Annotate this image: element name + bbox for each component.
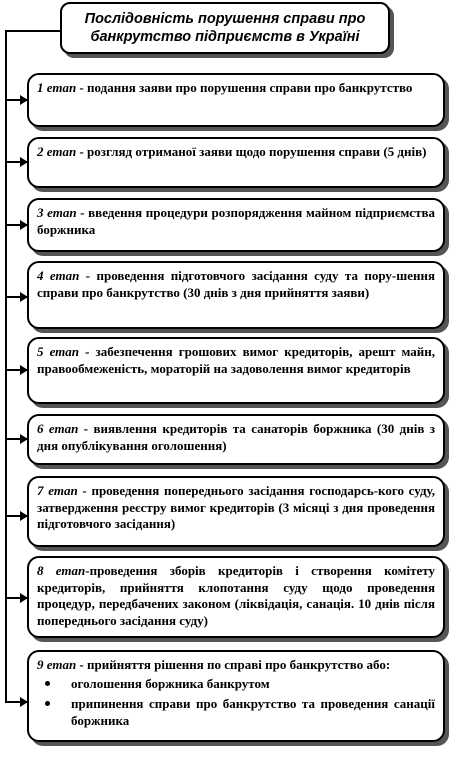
list-item [71,696,435,729]
list-item [71,676,435,693]
stage-label: 9 етап - [37,657,84,672]
connector-line-top [5,30,63,32]
stage-text: виявлення кредиторів та санаторів боржника (30 днів з дня опублікування оголошення) [37,421,435,453]
stage-text: - проведення попереднього засідання господарсь-кого суду, затвердження реєстру вимог кредиторів (3 місяці з дня проведення підготовчого засідання) [37,483,435,531]
bullet-icon [45,681,50,686]
stage-box-7 [27,476,445,547]
bullet-icon [45,701,50,706]
arrow-icon [5,515,27,517]
arrow-icon [5,597,27,599]
outcome-list [37,676,435,730]
stage-label: 6 етап - [37,421,89,436]
diagram-title-text: Послідовність порушення справи про банкрутство підприємств в Україні [84,11,366,45]
stage-text: прийняття рішення по справі про банкрутство або: [83,657,391,672]
stage-text: забезпечення грошових вимог кредиторів, арешт майн, правообмеженість, мораторій на задоволення вимог кредиторів [37,344,435,376]
stage-box-4 [27,261,445,329]
stage-box-8 [27,556,445,638]
stage-box-3 [27,198,445,252]
arrow-icon [5,701,27,703]
arrow-icon [5,438,27,440]
diagram-title [60,2,390,54]
stage-text: проведення підготовчого засідання суду та пору-шення справи про банкрутство (30 днів з дня прийняття заяви) [37,268,435,300]
arrow-icon [5,161,27,163]
stage-label: 3 етап - [37,205,85,220]
arrow-icon [5,99,27,101]
arrow-icon [5,296,27,298]
list-item-text: припинення справи про банкрутство та проведення санації боржника [71,696,435,728]
stage-text: -проведення зборів кредиторів і створення комітету кредиторів, прийняття клопотання суду щодо проведення процедур, передбачених законом (ліквідація, санація. 10 днів після попереднього засідання суду) [37,563,435,628]
stage-box-6 [27,414,445,465]
stage-box-9 [27,650,445,742]
stage-label: 8 етап [37,563,86,578]
stage-text: подання заяви про порушення справи про банкрутство [83,80,413,95]
connector-line [5,30,7,702]
stage-label: 1 етап - [37,80,84,95]
arrow-icon [5,224,27,226]
arrow-icon [5,369,27,371]
stage-label: 4 етап - [37,268,91,283]
stage-box-2 [27,137,445,188]
stage-label: 7 етап [37,483,78,498]
stage-label: 2 етап - [37,144,84,159]
list-item-text: оголошення боржника банкрутом [71,675,270,691]
stage-text: введення процедури розпорядження майном підприємства боржника [37,205,435,237]
stage-box-5 [27,337,445,404]
stage-box-1 [27,73,445,127]
stage-label: 5 етап - [37,344,90,359]
stage-text: розгляд отриманої заяви щодо порушення справи (5 днів) [83,144,427,159]
